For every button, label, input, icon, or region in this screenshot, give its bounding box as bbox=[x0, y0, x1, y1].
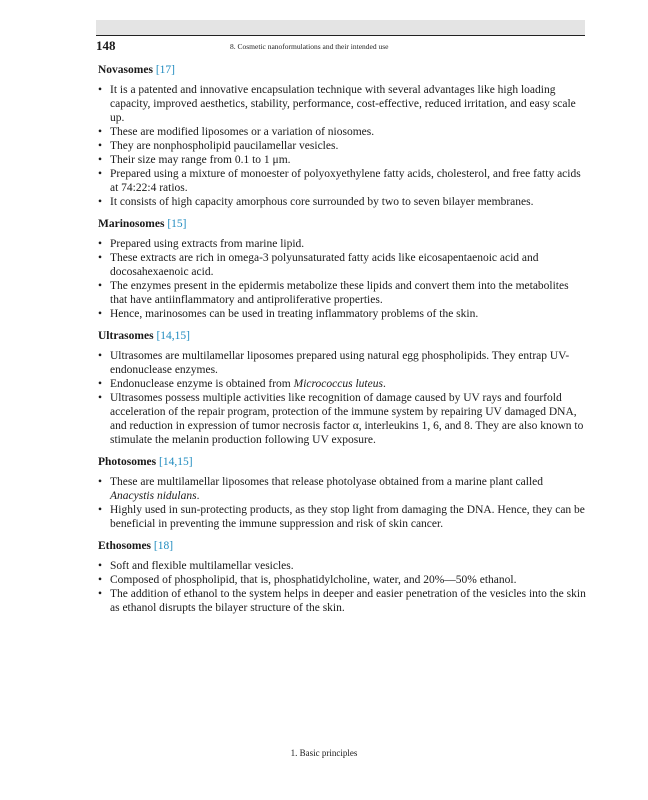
species-name: Micrococcus luteus bbox=[293, 378, 383, 390]
section-title: Marinosomes bbox=[98, 218, 165, 230]
bullet-list bbox=[96, 559, 588, 615]
section-heading bbox=[98, 329, 588, 343]
list-item: • Ultrasomes possess multiple activities like recognition of damage caused by UV rays and fourfold acceleration of the repair program, protection of the immune system by repairing UV damaged DNA, and reduction in expression of tumor necrosis factor α, interleukins 1, 6, and 8. They are also known to stimulate the melanin production following UV exposure. bbox=[96, 391, 588, 447]
section-title: Ethosomes bbox=[98, 540, 152, 552]
list-item: • Highly used in sun-protecting products, as they stop light from damaging the DNA. Hence, they can be beneficial in preventing the immune suppression and risk of skin cancer. bbox=[96, 503, 588, 531]
page-footer: 1. Basic principles bbox=[290, 748, 358, 758]
citation-link[interactable]: [14,15] bbox=[159, 456, 193, 468]
citation-link[interactable]: [14,15] bbox=[156, 330, 190, 342]
list-item: • Endonuclease enzyme is obtained from Micrococcus luteus. bbox=[96, 377, 588, 391]
list-item: • Prepared using extracts from marine lipid. bbox=[96, 237, 588, 251]
bullet-list bbox=[96, 83, 588, 209]
citation-link[interactable]: [15] bbox=[167, 218, 187, 230]
list-item: • The addition of ethanol to the system helps in deeper and easier penetration of the vesicles into the skin as ethanol disrupts the bilayer structure of the skin. bbox=[96, 587, 588, 615]
bullet-list bbox=[96, 349, 588, 447]
citation-link[interactable]: [17] bbox=[155, 64, 175, 76]
header-rule bbox=[96, 35, 585, 36]
list-item: • Their size may range from 0.1 to 1 μm. bbox=[96, 153, 588, 167]
main-content bbox=[96, 63, 588, 623]
citation-link[interactable]: [18] bbox=[153, 540, 174, 552]
page-number: 148 bbox=[96, 38, 116, 53]
list-item: • Composed of phospholipid, that is, phosphatidylcholine, water, and 20%—50% ethanol. bbox=[96, 573, 588, 587]
section-ethosomes bbox=[96, 539, 588, 615]
section-marinosomes bbox=[96, 217, 588, 321]
bullet-list bbox=[96, 237, 588, 321]
list-item: • It is a patented and innovative encapsulation technique with several advantages like high loading capacity, improved aesthetics, stability, performance, cost-effective, reduced irritation, and easy scale up. bbox=[96, 83, 588, 125]
header-band bbox=[96, 20, 585, 35]
list-item: • Soft and flexible multilamellar vesicles. bbox=[96, 559, 588, 573]
list-item: • These are multilamellar liposomes that release photolyase obtained from a marine plant called Anacystis nidulans. bbox=[96, 475, 588, 503]
running-head: 8. Cosmetic nanoformulations and their intended use bbox=[230, 42, 389, 51]
list-item: • It consists of high capacity amorphous core surrounded by two to seven bilayer membranes. bbox=[96, 195, 588, 209]
section-heading bbox=[98, 63, 588, 77]
section-title: Novasomes bbox=[98, 64, 153, 76]
list-item: • Hence, marinosomes can be used in treating inflammatory problems of the skin. bbox=[96, 307, 588, 321]
list-item: • Prepared using a mixture of monoester of polyoxyethylene fatty acids, cholesterol, and free fatty acids at 74:22:4 ratios. bbox=[96, 167, 588, 195]
section-heading bbox=[98, 539, 588, 553]
list-item: • The enzymes present in the epidermis metabolize these lipids and convert them into the metabolites that have antiinflammatory and antiproliferative properties. bbox=[96, 279, 588, 307]
list-item: • Ultrasomes are multilamellar liposomes prepared using natural egg phospholipids. They entrap UV-endonuclease enzymes. bbox=[96, 349, 588, 377]
section-ultrasomes bbox=[96, 329, 588, 447]
section-heading bbox=[98, 455, 588, 469]
section-title: Ultrasomes bbox=[98, 330, 154, 342]
section-title: Photosomes bbox=[98, 456, 157, 468]
list-item: • These are modified liposomes or a variation of niosomes. bbox=[96, 125, 588, 139]
species-name: Anacystis nidulans bbox=[110, 490, 197, 502]
list-item: • They are nonphospholipid paucilamellar vesicles. bbox=[96, 139, 588, 153]
section-photosomes bbox=[96, 455, 588, 531]
section-heading bbox=[98, 217, 588, 231]
bullet-list bbox=[96, 475, 588, 531]
list-item: • These extracts are rich in omega-3 polyunsaturated fatty acids like eicosapentaenoic acid and docosahexaenoic acid. bbox=[96, 251, 588, 279]
section-novasomes bbox=[96, 63, 588, 209]
